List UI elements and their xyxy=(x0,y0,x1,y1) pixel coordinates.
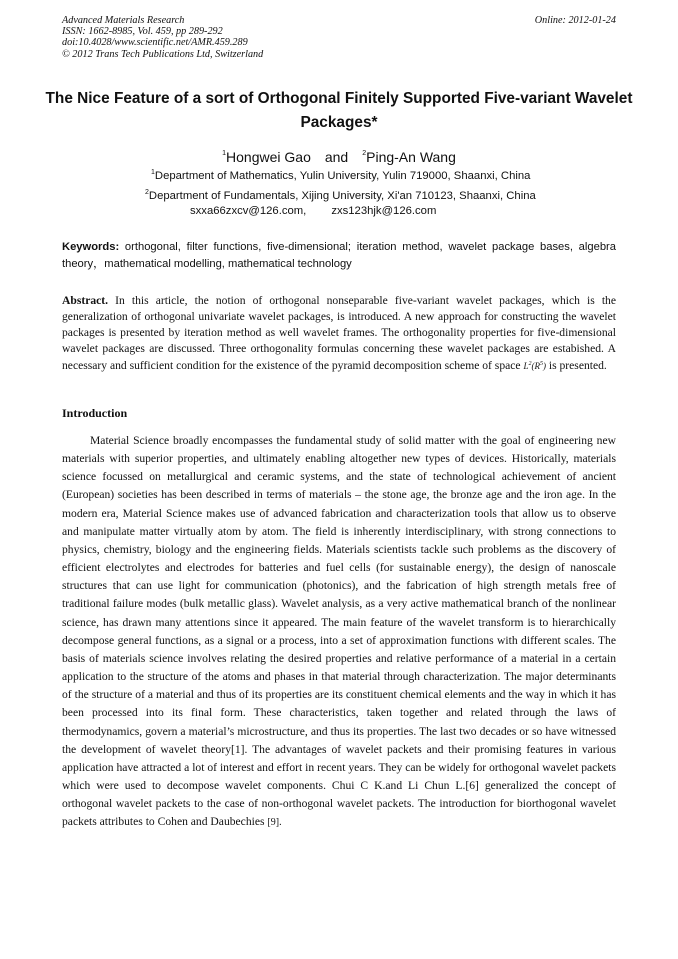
journal-header xyxy=(62,15,616,60)
author-conjunction: and xyxy=(324,149,349,165)
abstract-text: In this article, the notion of orthogonal nonseparable five-variant wavelet packages, which is the generalization of orthogonal univariate wavelet packages, is introduced. A new approach for constructing the wavelet packages is presented by iteration method as well wavelet frames. The orthogonality properties for five-dimensional wavelet packages are discussed. Three orthogonality formulas concerning these wavelet packages are estabished. A necessary and sufficient condition for the existence of the pyramid decomposition scheme of space xyxy=(62,294,616,372)
affiliation-1: $^1$Department of Mathematics, Yulin University, Yulin 719000, Shaanxi, China xyxy=(151,169,531,182)
journal-name: Advanced Materials Research xyxy=(62,15,185,26)
introduction-paragraph xyxy=(62,432,616,832)
abstract-label: Abstract. xyxy=(62,294,109,307)
l2-space-formula: $L^2(R^5)$ xyxy=(523,360,546,371)
paper-title: The Nice Feature of a sort of Orthogonal Finitely Supported Five-variant Wavelet Packages* xyxy=(45,90,633,131)
author-emails xyxy=(190,204,436,218)
author2-affil-mark: 2 xyxy=(362,150,367,157)
introduction-heading: Introduction xyxy=(62,406,128,420)
author2-name: Ping-An Wang xyxy=(366,149,456,165)
author1-affil-mark: 1 xyxy=(222,150,227,157)
abstract-section xyxy=(62,293,616,375)
issn-line: ISSN: 1662-8985, Vol. 459, pp 289-292 xyxy=(62,26,223,38)
copyright-line: © 2012 Trans Tech Publications Ltd, Switzerland xyxy=(62,48,264,60)
keywords-section xyxy=(62,239,616,272)
affiliation-2: $^2$Department of Fundamentals, Xijing University, Xi'an 710123, Shaanxi, China xyxy=(145,189,536,202)
email-1: sxxa66zxcv@126.com, xyxy=(190,205,307,217)
introduction-text: Material Science broadly encompasses the fundamental study of solid matter with the goal of engineering new materials with superior properties, and ultimately enabling altogether new types of devices. Historically, materials science focussed on metallurgical and ceramic systems, and the state of technological achievement of ancient (European) societies has been described in terms of materials – the stone age, the bronze age and the iron age. In the modern era, Material Science makes use of advanced fabrication and characterization tools that allow us to observe and manipulate matter virtually atom by atom. The field is inherently interdisciplinary, with strong connections to physics, chemistry, biology and the engineering fields. Materials scientists tackle such problems as the discovery of efficient electrolytes and electrodes for batteries and fuel cells (for sustainable energy), the design of nanoscale structures that can use light for communication (photonics), and the fabrication of high strength metals free of traditional failure modes (bulk metallic glass). Wavelet analysis, as a very active mathematical branch of the nonlinear science, has drawn many attentions since it appeared. The main feature of the wavelet transform is to hierarchically decompose general functions, as a signal or a process, into a set of approximation functions with different scales. The basis of materials science involves relating the desired properties and relative performance of a material in a certain application to the structure of the atoms and phases in that material through characterization. The major determinants of the structure of a material and thus of its properties are its constituent chemical elements and the way in which it has been processed into its final form. These characteristics, taken together and related through the laws of thermodynamics, govern a material’s microstructure, and thus its properties. The last two decades or so have witnessed the development of wavelet theory[1]. The advantages of wavelet packets and their promising features in various application have attracted a lot of interest and effort in recent years. They can be widely for orthogonal wavelet packets which were used to decompose wavelet components. Chui C K.and Li Chun L.[6] generalized the concept of orthogonal wavelet packets to the case of non-orthogonal wavelet packets. The introduction for biorthogonal wavelet packets attributes to Cohen and Daubechies xyxy=(62,434,616,829)
abstract-tail: is presented. xyxy=(545,358,607,372)
keywords-text: orthogonal, filter functions, five-dimensional; iteration method, wavelet package bases, algebra theory，mathematical modelling, mathematical technology xyxy=(62,241,616,270)
citation-9: [9]. xyxy=(267,817,282,829)
author-line xyxy=(0,145,678,166)
online-date: Online: 2012-01-24 xyxy=(534,15,616,26)
email-2: zxs123hjk@126.com xyxy=(331,205,437,217)
doi-line: doi:10.4028/www.scientific.net/AMR.459.289 xyxy=(62,37,248,49)
author1-name: Hongwei Gao xyxy=(226,149,311,165)
keywords-label: Keywords: xyxy=(62,241,120,253)
